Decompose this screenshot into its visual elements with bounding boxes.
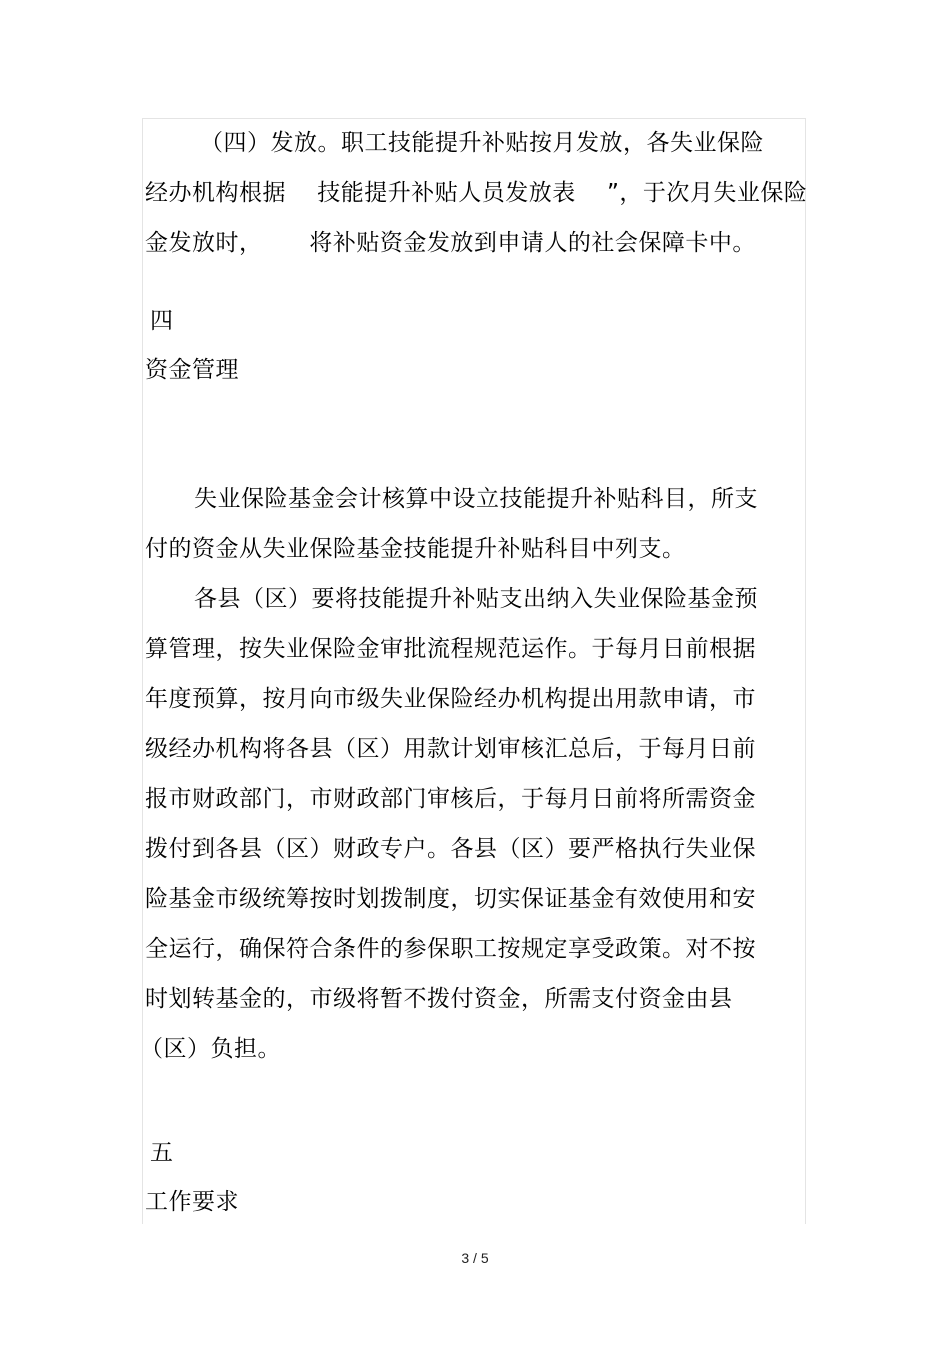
- section-number: 四: [150, 308, 174, 334]
- section-title: 工作要求: [145, 1189, 239, 1215]
- paragraph-line: 付的资金从失业保险基金技能提升补贴科目中列支。: [145, 536, 686, 562]
- paragraph-line: 全运行，确保符合条件的参保职工按规定享受政策。对不按: [145, 936, 756, 962]
- paragraph-line: 失业保险基金会计核算中设立技能提升补贴科目，所支: [194, 486, 758, 512]
- paragraph-line: 算管理，按失业保险金审批流程规范运作。于每月日前根据: [145, 636, 756, 662]
- paragraph-line: 级经办机构将各县（区）用款计划审核汇总后，于每月日前: [145, 736, 756, 762]
- paragraph-line: 报市财政部门，市财政部门审核后，于每月日前将所需资金: [145, 786, 756, 812]
- paragraph-line: 年度预算，按月向市级失业保险经办机构提出用款申请，市: [145, 686, 756, 712]
- paragraph-line: 时划转基金的，市级将暂不拨付资金，所需支付资金由县: [145, 986, 733, 1012]
- paragraph-line: 金发放时， 将补贴资金发放到申请人的社会保障卡中。: [145, 230, 756, 256]
- page-indicator: 3 / 5: [461, 1250, 489, 1266]
- paragraph-line: 险基金市级统筹按时划拨制度，切实保证基金有效使用和安: [145, 886, 756, 912]
- paragraph-line: 拨付到各县（区）财政专户。各县（区）要严格执行失业保: [145, 836, 756, 862]
- section-number: 五: [150, 1140, 174, 1166]
- paragraph-line: （四）发放。职工技能提升补贴按月发放，各失业保险: [200, 130, 764, 156]
- paragraph-line: 经办机构根据 技能提升补贴人员发放表 ”，于次月失业保险: [145, 180, 808, 206]
- paragraph-line: 各县（区）要将技能提升补贴支出纳入失业保险基金预: [194, 586, 758, 612]
- section-title: 资金管理: [145, 357, 239, 383]
- paragraph-line: （区）负担。: [140, 1036, 281, 1062]
